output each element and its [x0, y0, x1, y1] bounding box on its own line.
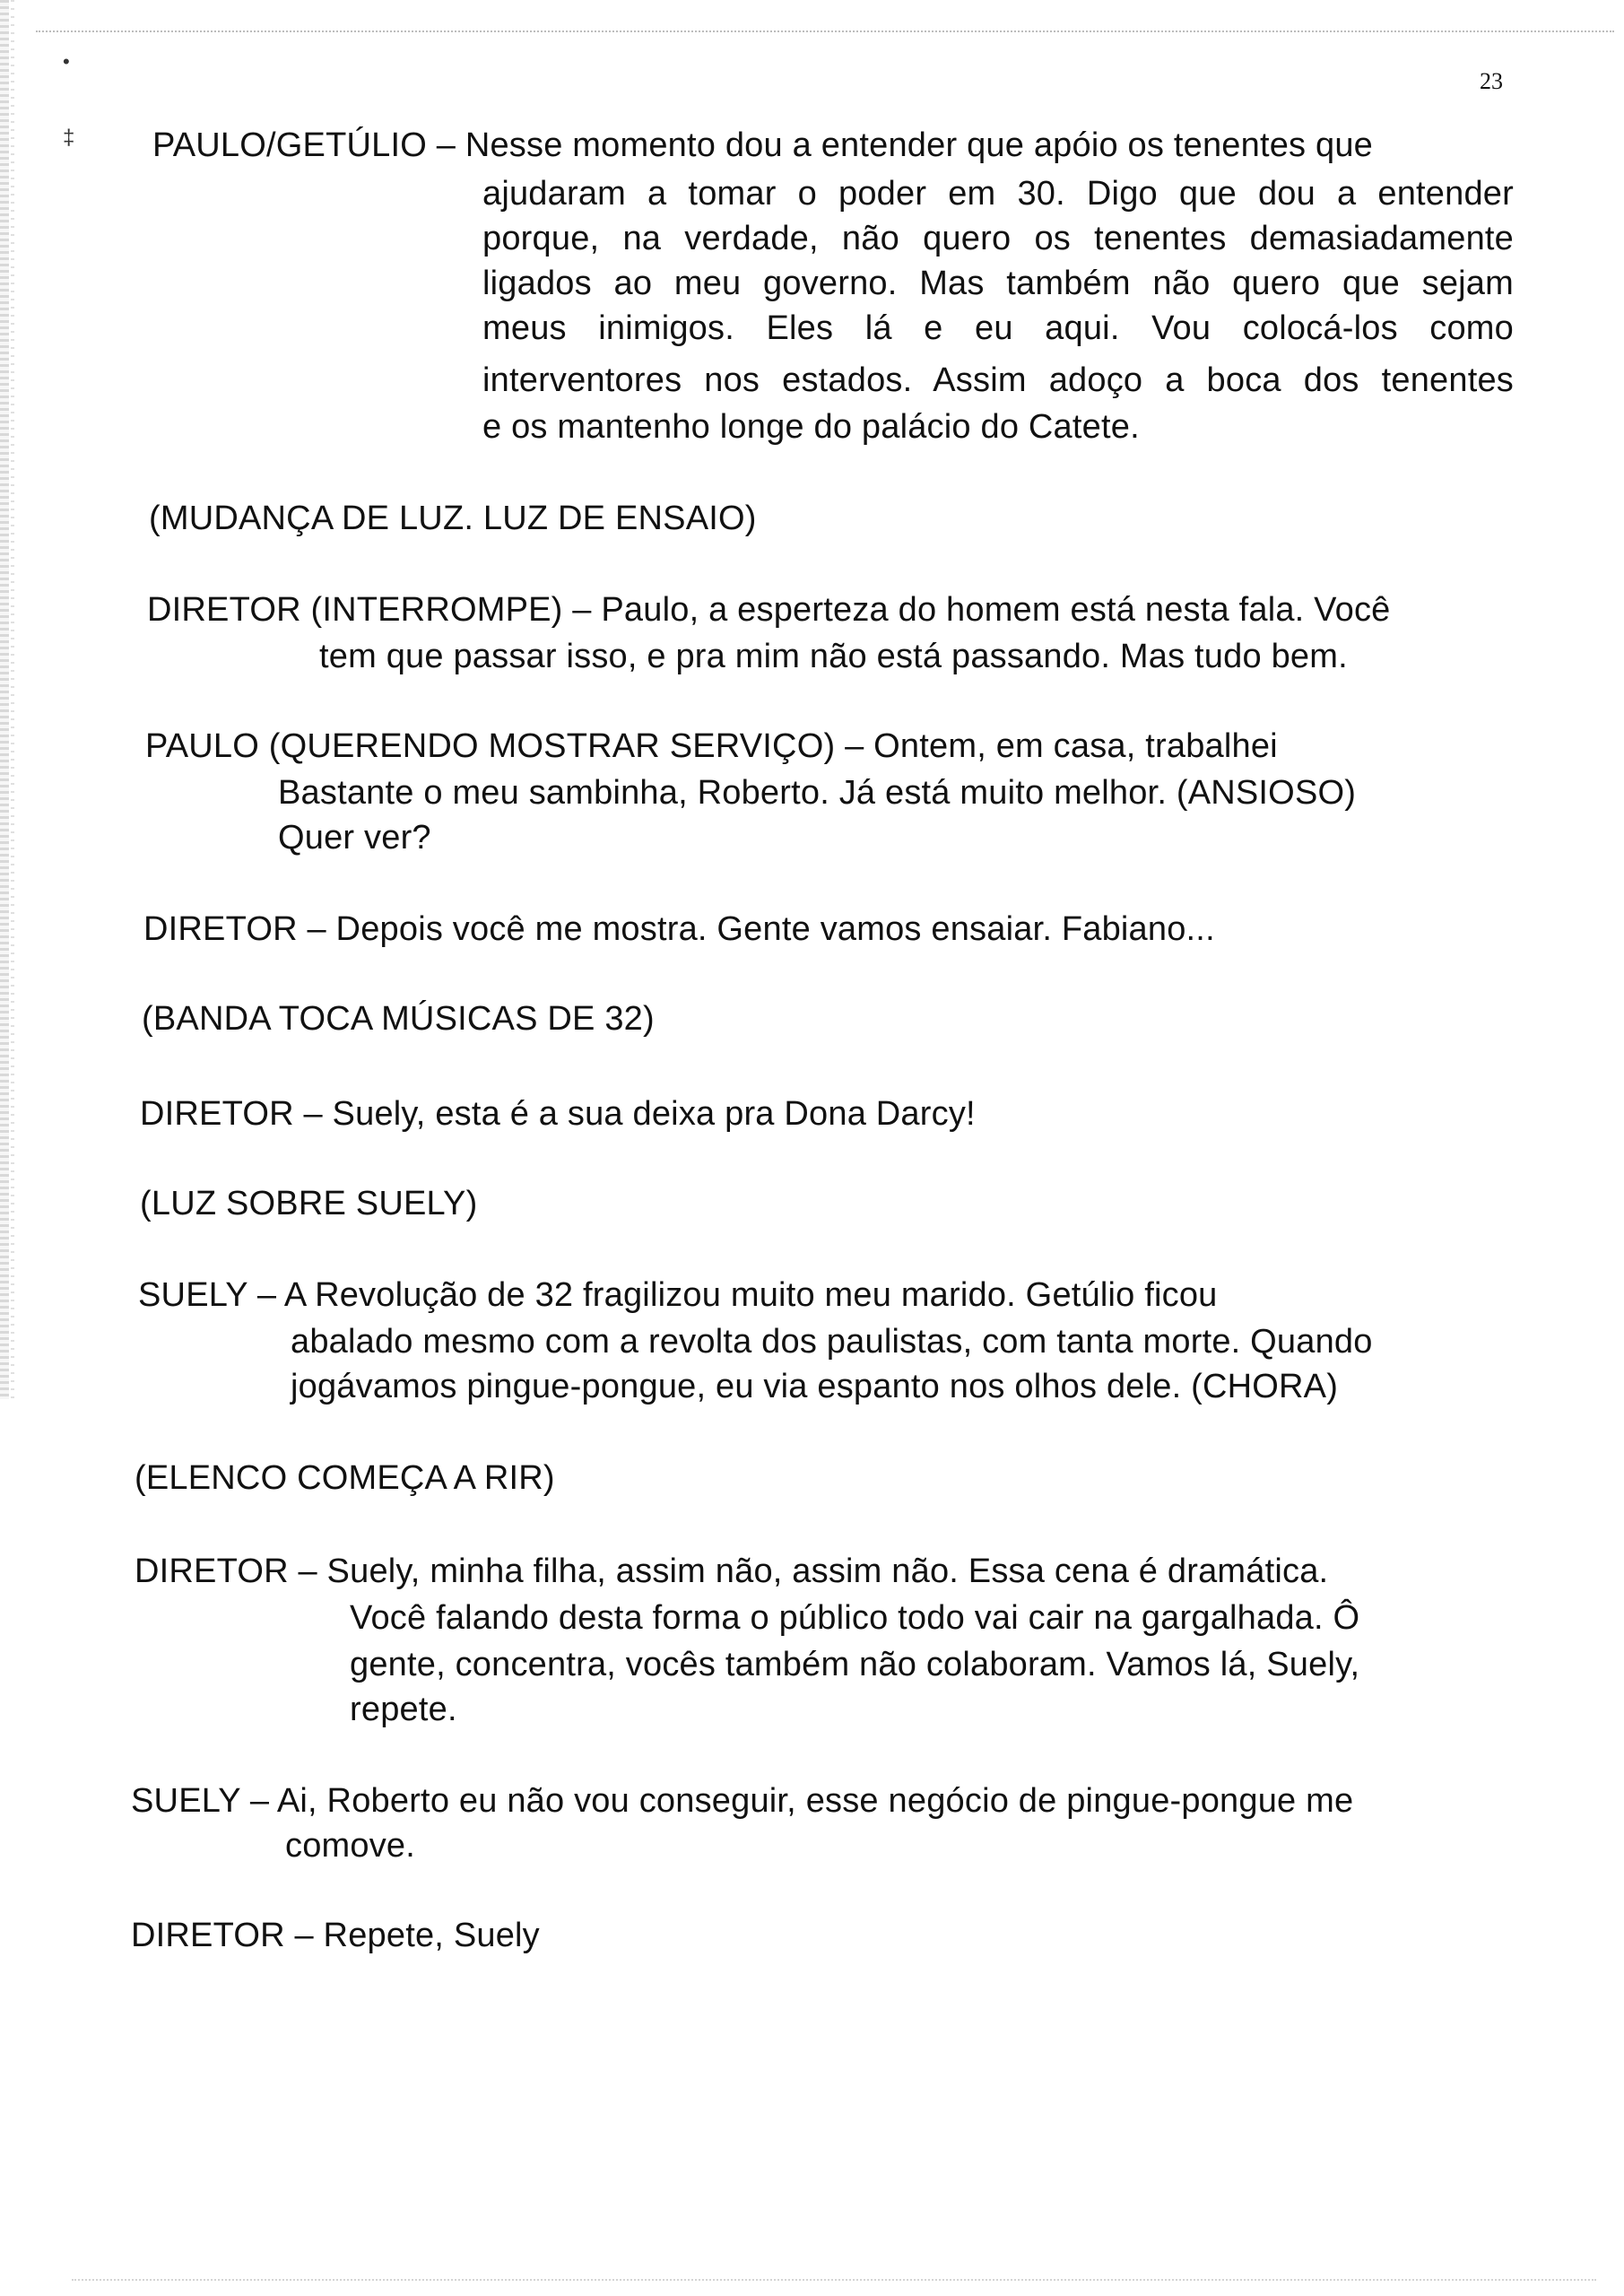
scan-left-edge-inner	[11, 0, 14, 1399]
margin-dot-mark: •	[63, 50, 70, 73]
scan-top-edge	[36, 30, 1614, 32]
dialogue-line: repete.	[350, 1691, 457, 1728]
dialogue-line: porque, na verdade, não quero os tenentes demasiadamente	[482, 220, 1514, 257]
dialogue-line: tem que passar isso, e pra mim não está passando. Mas tudo bem.	[319, 638, 1348, 675]
dialogue-line: abalado mesmo com a revolta dos paulistas, com tanta morte. Quando	[291, 1323, 1373, 1361]
page-number: 23	[1480, 68, 1503, 94]
dialogue-line: DIRETOR (INTERROMPE) – Paulo, a esperteza do homem está nesta fala. Você	[147, 591, 1391, 629]
dialogue-line: meus inimigos. Eles lá e eu aqui. Vou colocá-los como	[482, 309, 1514, 347]
margin-tick-mark: ‡	[63, 126, 75, 150]
scan-left-edge	[0, 0, 9, 1399]
dialogue-line: comove.	[285, 1827, 416, 1865]
dialogue-line: gente, concentra, vocês também não colaboram. Vamos lá, Suely,	[350, 1646, 1360, 1683]
stage-direction: (LUZ SOBRE SUELY)	[140, 1185, 478, 1222]
dialogue-line: SUELY – Ai, Roberto eu não vou conseguir, esse negócio de pingue-pongue me	[131, 1782, 1354, 1820]
dialogue-line: PAULO (QUERENDO MOSTRAR SERVIÇO) – Ontem, em casa, trabalhei	[145, 727, 1278, 765]
dialogue-line: interventores nos estados. Assim adoço a boca dos tenentes	[482, 361, 1514, 399]
dialogue-line: SUELY – A Revolução de 32 fragilizou muito meu marido. Getúlio ficou	[138, 1276, 1218, 1314]
dialogue-line: DIRETOR – Suely, minha filha, assim não, assim não. Essa cena é dramática.	[135, 1552, 1329, 1590]
dialogue-line: DIRETOR – Repete, Suely	[131, 1917, 540, 1954]
dialogue-line: DIRETOR – Depois você me mostra. Gente vamos ensaiar. Fabiano...	[143, 910, 1215, 948]
dialogue-line: ajudaram a tomar o poder em 30. Digo que dou a entender	[482, 175, 1514, 213]
scan-bottom-edge	[72, 2279, 1596, 2281]
dialogue-line: Bastante o meu sambinha, Roberto. Já está muito melhor. (ANSIOSO)	[278, 774, 1357, 812]
stage-direction: (BANDA TOCA MÚSICAS DE 32)	[142, 1000, 655, 1038]
dialogue-line: e os mantenho longe do palácio do Catete.	[482, 408, 1140, 446]
dialogue-line: DIRETOR – Suely, esta é a sua deixa pra Dona Darcy!	[140, 1095, 976, 1133]
dialogue-line: jogávamos pingue-pongue, eu via espanto nos olhos dele. (CHORA)	[291, 1368, 1339, 1405]
dialogue-line: ligados ao meu governo. Mas também não quero que sejam	[482, 265, 1514, 302]
stage-direction: (ELENCO COMEÇA A RIR)	[135, 1459, 555, 1497]
dialogue-line: PAULO/GETÚLIO – Nesse momento dou a entender que apóio os tenentes que	[152, 126, 1373, 164]
stage-direction: (MUDANÇA DE LUZ. LUZ DE ENSAIO)	[149, 500, 757, 537]
dialogue-line: Quer ver?	[278, 819, 431, 857]
dialogue-line: Você falando desta forma o público todo vai cair na gargalhada. Ô	[350, 1599, 1360, 1637]
